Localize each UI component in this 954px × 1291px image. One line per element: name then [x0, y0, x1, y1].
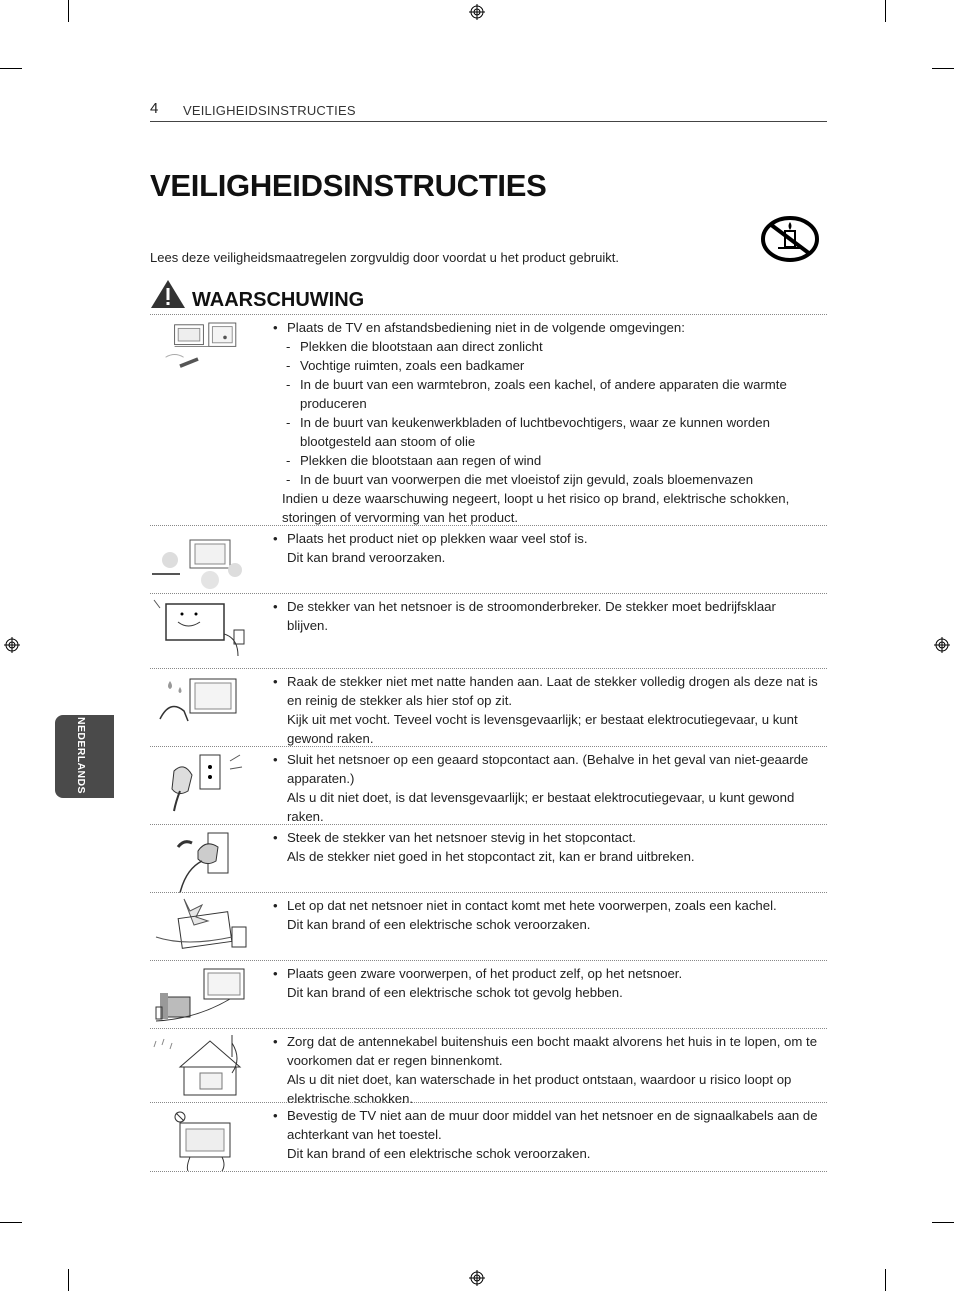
tv-environment-illustration [162, 321, 252, 379]
row-bullet: • Zorg dat de antennekabel buitenshuis een bocht maakt alvorens het huis in te lopen, om te voorkomen dat er regen binnenkomt. [273, 1032, 818, 1070]
language-tab-label: NEDERLANDS [75, 717, 87, 794]
row-text [273, 672, 818, 748]
row-text [273, 750, 818, 826]
dust-illustration [150, 530, 250, 594]
hot-objects-illustration [150, 897, 250, 961]
warning-row [150, 746, 827, 825]
row-text [273, 529, 818, 567]
warning-row [150, 668, 827, 747]
row-continuation: Dit kan brand veroorzaken. [287, 550, 446, 565]
crop-mark [0, 68, 22, 69]
row-text [273, 1106, 818, 1163]
row-bullet: • Raak de stekker niet met natte handen aan. Laat de stekker volledig drogen als deze nat is en reinig de stekker als hier stof op zit. [273, 672, 818, 710]
row-subitem: - In de buurt van keukenwerkbladen of luchtbevochtigers, waar ze kunnen worden blootgesteld aan stoom of olie [273, 413, 818, 451]
row-continuation: Dit kan brand of een elektrische schok veroorzaken. [287, 917, 591, 932]
header-rule [150, 121, 827, 122]
row-continuation: Als de stekker niet goed in het stopcontact zit, kan er brand uitbreken. [287, 849, 695, 864]
row-continuation: Dit kan brand of een elektrische schok veroorzaken. [287, 1146, 591, 1161]
row-continuation: Dit kan brand of een elektrische schok tot gevolg hebben. [287, 985, 623, 1000]
insert-plug-illustration [150, 829, 250, 893]
warning-row [150, 593, 827, 669]
antenna-cable-illustration [150, 1033, 250, 1097]
page-title: VEILIGHEIDSINSTRUCTIES [150, 168, 547, 203]
registration-mark-icon [469, 4, 485, 20]
row-bullet: • Sluit het netsnoer op een geaard stopcontact aan. (Behalve in het geval van niet-geaarde apparaten.) [273, 750, 818, 788]
warning-heading: WAARSCHUWING [192, 289, 365, 311]
row-text [273, 828, 818, 866]
registration-mark-icon [469, 1270, 485, 1286]
language-tab [55, 715, 114, 798]
plug-disconnect-illustration [150, 598, 250, 662]
registration-mark-icon [4, 637, 20, 653]
no-candle-icon [760, 214, 820, 264]
row-text [273, 964, 818, 1002]
warning-row [150, 1028, 827, 1106]
wet-hands-illustration [150, 673, 250, 737]
heavy-object-cord-illustration [150, 965, 250, 1029]
row-bullet: • Plaats het product niet op plekken waar veel stof is. [273, 529, 818, 548]
row-note: Indien u deze waarschuwing negeert, loopt u het risico op brand, elektrische schokken, storingen of vervorming van het product. [282, 491, 790, 525]
page-number: 4 [150, 100, 159, 117]
crop-mark [68, 0, 69, 22]
warning-row [150, 1102, 827, 1172]
warning-row [150, 525, 827, 594]
intro-text: Lees deze veiligheidsmaatregelen zorgvuldig door voordat u het product gebruikt. [150, 250, 620, 265]
wall-mount-cord-illustration [150, 1107, 250, 1171]
row-subitem: - In de buurt van voorwerpen die met vloeistof zijn gevuld, zoals bloemenvazen [273, 470, 818, 489]
row-text [273, 1032, 818, 1108]
warning-triangle-icon [150, 279, 186, 309]
row-bullet: • Bevestig de TV niet aan de muur door middel van het netsnoer en de signaalkabels aan de achterkant van het toestel. [273, 1106, 818, 1144]
crop-mark [68, 1269, 69, 1291]
warning-row [150, 314, 827, 526]
crop-mark [932, 68, 954, 69]
registration-mark-icon [934, 637, 950, 653]
warning-row [150, 960, 827, 1029]
row-text [273, 896, 818, 934]
crop-mark [0, 1222, 22, 1223]
row-text [273, 318, 818, 527]
row-continuation: Als u dit niet doet, kan waterschade in het product ontstaan, waardoor u risico loopt op elektrische schokken. [287, 1072, 792, 1106]
row-bullet: • Steek de stekker van het netsnoer stevig in het stopcontact. [273, 828, 818, 847]
row-bullet: • Plaats de TV en afstandsbediening niet in de volgende omgevingen: [273, 318, 818, 337]
row-bullet: • De stekker van het netsnoer is de stroomonderbreker. De stekker moet bedrijfsklaar blijven. [273, 597, 818, 635]
row-bullet: • Plaats geen zware voorwerpen, of het product zelf, op het netsnoer. [273, 964, 818, 983]
row-text [273, 597, 818, 635]
row-subitem: - Vochtige ruimten, zoals een badkamer [273, 356, 818, 375]
row-bullet: • Let op dat net netsnoer niet in contact komt met hete voorwerpen, zoals een kachel. [273, 896, 818, 915]
row-continuation: Kijk uit met vocht. Teveel vocht is levensgevaarlijk; er bestaat elektrocutiegevaar, u kunt gewond raken. [287, 712, 798, 746]
row-continuation: Als u dit niet doet, is dat levensgevaarlijk; er bestaat elektrocutiegevaar, u kunt gewond raken. [287, 790, 795, 824]
row-subitem: - In de buurt van een warmtebron, zoals een kachel, of andere apparaten die warmte produceren [273, 375, 818, 413]
warning-row [150, 892, 827, 961]
crop-mark [885, 1269, 886, 1291]
crop-mark [885, 0, 886, 22]
row-subitem: - Plekken die blootstaan aan regen of wind [273, 451, 818, 470]
running-header: VEILIGHEIDSINSTRUCTIES [183, 103, 356, 118]
crop-mark [932, 1222, 954, 1223]
warning-row [150, 824, 827, 893]
row-subitem: - Plekken die blootstaan aan direct zonlicht [273, 337, 818, 356]
grounded-outlet-illustration [150, 751, 250, 815]
